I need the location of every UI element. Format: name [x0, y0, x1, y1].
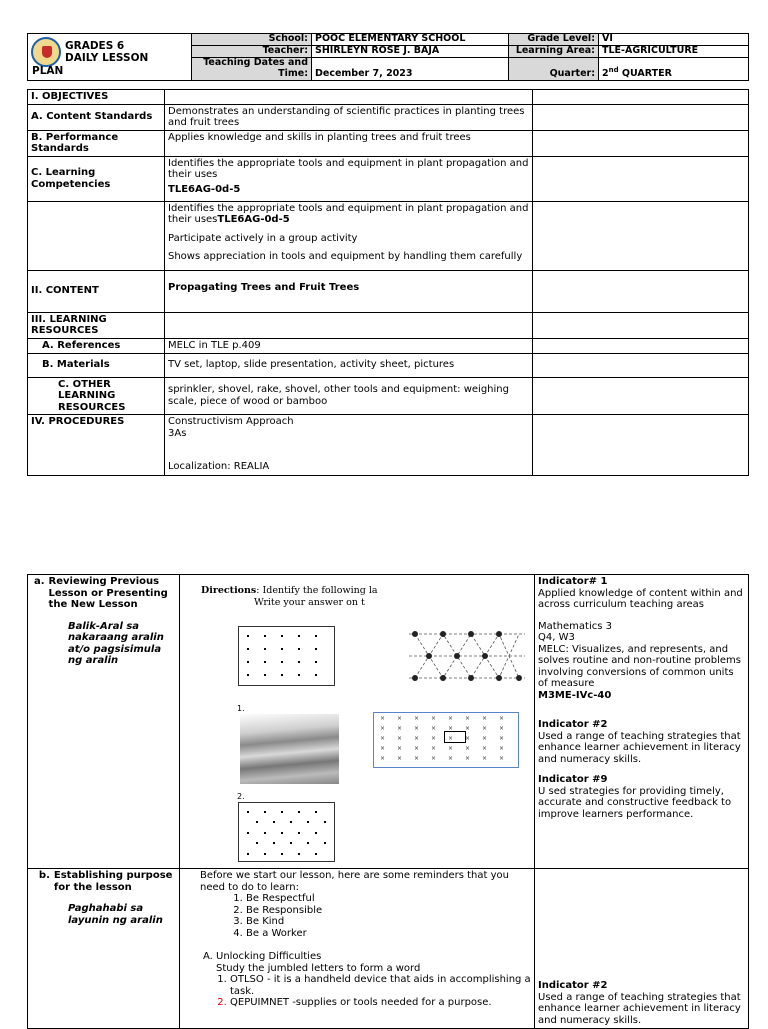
indicator-9-title: Indicator #9 [538, 774, 608, 785]
references-value: MELC in TLE p.409 [165, 338, 533, 353]
dates-label-line1: Teaching Dates and [203, 57, 308, 68]
objective-1-text: Identifies the appropriate tools and equipment in plant propagation and their uses [168, 202, 529, 225]
plant-dot [273, 821, 275, 823]
x-mark: × [431, 745, 437, 752]
step-b-heading [34, 870, 176, 893]
x-mark: × [499, 755, 505, 762]
plant-dot [264, 811, 266, 813]
step-a-label: Reviewing Previous Lesson or Presenting the New Lesson [48, 576, 168, 610]
content-value: Propagating Trees and Fruit Trees [165, 270, 533, 312]
step-b-content [180, 869, 535, 1029]
plant-dot [264, 853, 266, 855]
figure-number-1: 1. [237, 704, 245, 713]
unlocking-list [200, 951, 531, 1009]
procedures-cell [165, 415, 533, 476]
plant-dot [324, 842, 326, 844]
area-label: Learning Area: [509, 46, 599, 58]
plant-dot [281, 853, 283, 855]
x-mark: × [448, 755, 454, 762]
quincunx-layout-figure [238, 802, 335, 862]
teacher-label: Teacher: [192, 46, 312, 58]
x-mark: × [465, 735, 471, 742]
grade-value: VI [599, 34, 749, 46]
plant-dot [307, 821, 309, 823]
deped-seal-icon [31, 37, 61, 67]
step-b-marker: b. [38, 870, 50, 881]
competencies-cell [165, 156, 533, 201]
quarter-label: Quarter: [509, 58, 599, 81]
brand-line-2: DAILY LESSON [65, 52, 149, 64]
x-mark: × [448, 725, 454, 732]
plant-dot [315, 811, 317, 813]
plant-dot [273, 842, 275, 844]
x-mark: × [380, 715, 386, 722]
directions-line-2: Write your answer on t [254, 597, 365, 608]
dates-label-line2: Time: [278, 67, 308, 79]
plant-dot [264, 648, 266, 650]
plant-dot [281, 811, 283, 813]
jumbled-word-2-text: QEPUIMNET -supplies or tools needed for a purpose. [230, 997, 492, 1008]
plant-dot [298, 674, 300, 676]
school-label: School: [192, 34, 312, 46]
content-standards-label: A. Content Standards [28, 104, 165, 130]
x-mark: × [482, 755, 488, 762]
plant-dot [247, 853, 249, 855]
materials-value: TV set, laptop, slide presentation, activity sheet, pictures [165, 353, 533, 377]
plant-dot [264, 674, 266, 676]
references-label: A. References [28, 338, 165, 353]
plant-dot [281, 832, 283, 834]
performance-standards-label: B. Performance Standards [28, 130, 165, 156]
unlocking-title: Unlocking Difficulties [216, 951, 322, 962]
brand-cell [28, 34, 192, 81]
plant-dot [281, 674, 283, 676]
plant-dot [247, 648, 249, 650]
plant-dot [264, 635, 266, 637]
figure-number-2: 2. [237, 792, 245, 801]
brand-line-1: GRADES 6 [65, 40, 125, 52]
step-b-cell [28, 869, 180, 1029]
x-mark: × [482, 745, 488, 752]
plant-dot [315, 674, 317, 676]
materials-label: B. Materials [28, 353, 165, 377]
x-mark: × [482, 715, 488, 722]
plant-dot [290, 842, 292, 844]
step-b-intro: Before we start our lesson, here are some reminders that you need to do to learn: [200, 870, 509, 893]
plant-dot [281, 635, 283, 637]
plant-dot [298, 811, 300, 813]
objective-3: Shows appreciation in tools and equipment by handling them carefully [168, 251, 523, 262]
x-mark: × [414, 745, 420, 752]
teacher-value: SHIRLEYN ROSE J. BAJA [312, 46, 509, 58]
plant-dot [247, 832, 249, 834]
date-value: December 7, 2023 [312, 58, 509, 81]
indicator-1-text: Applied knowledge of content within and across curriculum teaching areas [538, 587, 743, 610]
reminders-list [200, 893, 531, 939]
performance-standards-text: Applies knowledge and skills in planting trees and fruit trees [165, 130, 533, 156]
x-mark: × [397, 715, 403, 722]
step-b-indicator-2-title: Indicator #2 [538, 980, 608, 991]
plant-dot [324, 821, 326, 823]
plant-dot [290, 821, 292, 823]
plant-dot [315, 648, 317, 650]
math-code: M3ME-IVc-40 [538, 689, 612, 701]
x-mark: × [499, 715, 505, 722]
objective-2: Participate actively in a group activity [168, 232, 358, 244]
reminder-item: 4. Be a Worker [246, 928, 531, 940]
quarter-word: QUARTER [618, 67, 672, 79]
x-mark: × [465, 745, 471, 752]
x-mark: × [380, 755, 386, 762]
x-mark: × [465, 715, 471, 722]
step-a-indicators [535, 575, 749, 869]
header-table [27, 33, 749, 81]
triangular-layout-figure [407, 629, 527, 685]
procedures-line-1: Constructivism Approach [168, 416, 294, 427]
plant-dot [264, 832, 266, 834]
objectives-list [165, 201, 533, 270]
directions-line-1: : Identify the following la [256, 585, 378, 596]
x-mark: × [448, 735, 454, 742]
indicator-1-title: Indicator# 1 [538, 576, 608, 587]
math-melc: MELC: Visualizes, and represents, and solves routine and non-routine problems involving conversions of common units of measure [538, 643, 741, 689]
content-standards-text: Demonstrates an understanding of scientific practices in planting trees and fruit trees [165, 104, 533, 130]
plant-dot [298, 635, 300, 637]
step-a-figures [180, 575, 535, 869]
x-mark: × [431, 755, 437, 762]
competencies-text: Identifies the appropriate tools and equipment in plant propagation and their uses [168, 157, 529, 180]
other-resources-label: C. OTHER LEARNING RESOURCES [28, 377, 165, 415]
area-value: TLE-AGRICULTURE [599, 46, 749, 58]
plant-dot [256, 842, 258, 844]
unlocking-difficulties [216, 951, 531, 1009]
indicator-2-title: Indicator #2 [538, 719, 608, 730]
x-mark: × [397, 755, 403, 762]
x-mark: × [431, 735, 437, 742]
procedures-line-2: 3As [168, 427, 187, 439]
content-label: II. CONTENT [28, 270, 165, 312]
reminder-item: 1. Be Respectful [246, 893, 531, 905]
x-mark: × [397, 735, 403, 742]
x-mark: × [397, 745, 403, 752]
x-mark: × [431, 715, 437, 722]
competencies-label: C. Learning Competencies [28, 156, 165, 201]
plant-dot [247, 661, 249, 663]
plant-dot [307, 842, 309, 844]
x-mark: × [482, 725, 488, 732]
step-b-indicator-2-text: Used a range of teaching strategies that enhance learner achievement in literacy and numeracy skills. [538, 991, 741, 1026]
x-mark: × [448, 715, 454, 722]
x-mark: × [431, 725, 437, 732]
plant-dot [298, 832, 300, 834]
grade-label: Grade Level: [509, 34, 599, 46]
plant-dot [315, 832, 317, 834]
square-layout-figure [238, 626, 335, 686]
x-mark: × [414, 725, 420, 732]
step-b-indicators [535, 869, 749, 1029]
x-mark: × [380, 735, 386, 742]
jumbled-word-2 [230, 997, 531, 1009]
step-a-cell [28, 575, 180, 869]
math-subject: Mathematics 3 [538, 620, 612, 632]
procedures-label: IV. PROCEDURES [28, 415, 165, 476]
plant-dot [298, 648, 300, 650]
plant-dot [247, 674, 249, 676]
resources-label: III. LEARNING RESOURCES [28, 312, 165, 338]
other-resources-value: sprinkler, shovel, rake, shovel, other tools and equipment: weighing scale, piece of wood or bamboo [165, 377, 533, 415]
procedures-line-3: Localization: REALIA [168, 461, 270, 472]
x-mark: × [482, 735, 488, 742]
x-mark: × [465, 725, 471, 732]
lesson-plan-table [27, 89, 749, 476]
plant-dot [256, 821, 258, 823]
x-mark: × [380, 745, 386, 752]
x-mark: × [499, 735, 505, 742]
indicator-2-text: Used a range of teaching strategies that enhance learner achievement in literacy and numeracy skills. [538, 730, 741, 765]
math-week: Q4, W3 [538, 632, 575, 643]
directions-label: Directions [201, 585, 257, 596]
objectives-title: I. OBJECTIVES [28, 90, 165, 105]
plant-dot [247, 635, 249, 637]
jumbled-words-list [216, 974, 531, 1009]
quarter-suffix: nd [608, 65, 619, 74]
unlocking-intro: Study the jumbled letters to form a word [216, 962, 421, 974]
x-mark: × [414, 755, 420, 762]
x-mark: × [414, 715, 420, 722]
x-mark: × [448, 745, 454, 752]
plant-dot [247, 811, 249, 813]
x-grid-figure [373, 712, 519, 768]
x-mark: × [414, 735, 420, 742]
reminder-item: 3. Be Kind [246, 916, 531, 928]
plant-dot [315, 635, 317, 637]
procedures-table [27, 574, 749, 1029]
objective-1 [168, 203, 529, 226]
step-b-label: Establishing purpose for the lesson [53, 870, 173, 893]
plant-dot [281, 648, 283, 650]
step-a-tagalog: Balik-Aral sa nakaraang aralin at/o pagsisimula ng aralin [68, 620, 164, 666]
contour-photo [240, 714, 339, 784]
x-mark: × [465, 755, 471, 762]
directions-text [201, 585, 378, 609]
quarter-value [599, 58, 749, 81]
x-mark: × [380, 725, 386, 732]
objective-1-code: TLE6AG-0d-5 [217, 214, 290, 225]
plant-dot [264, 661, 266, 663]
dates-label [192, 58, 312, 81]
plant-dot [315, 661, 317, 663]
indicator-9-text: U sed strategies for providing timely, accurate and constructive feedback to improve learners performance. [538, 785, 732, 820]
x-mark: × [397, 725, 403, 732]
school-value: POOC ELEMENTARY SCHOOL [312, 34, 509, 46]
plant-dot [281, 661, 283, 663]
step-b-tagalog: Paghahabi sa layunin ng aralin [68, 903, 163, 926]
reminder-item: 2. Be Responsible [246, 905, 531, 917]
quarter-number: 2 [602, 67, 609, 79]
plant-dot [298, 661, 300, 663]
jumbled-word-1: 1. OTLSO - it is a handheld device that aids in accomplishing a task. [230, 974, 531, 997]
step-a-heading [34, 576, 176, 611]
plant-dot [298, 853, 300, 855]
plant-dot [315, 853, 317, 855]
brand-line-3: PLAN [32, 65, 64, 77]
step-a-marker: a. [34, 576, 45, 587]
x-mark: × [499, 725, 505, 732]
x-mark: × [499, 745, 505, 752]
competencies-code: TLE6AG-0d-5 [168, 183, 241, 195]
